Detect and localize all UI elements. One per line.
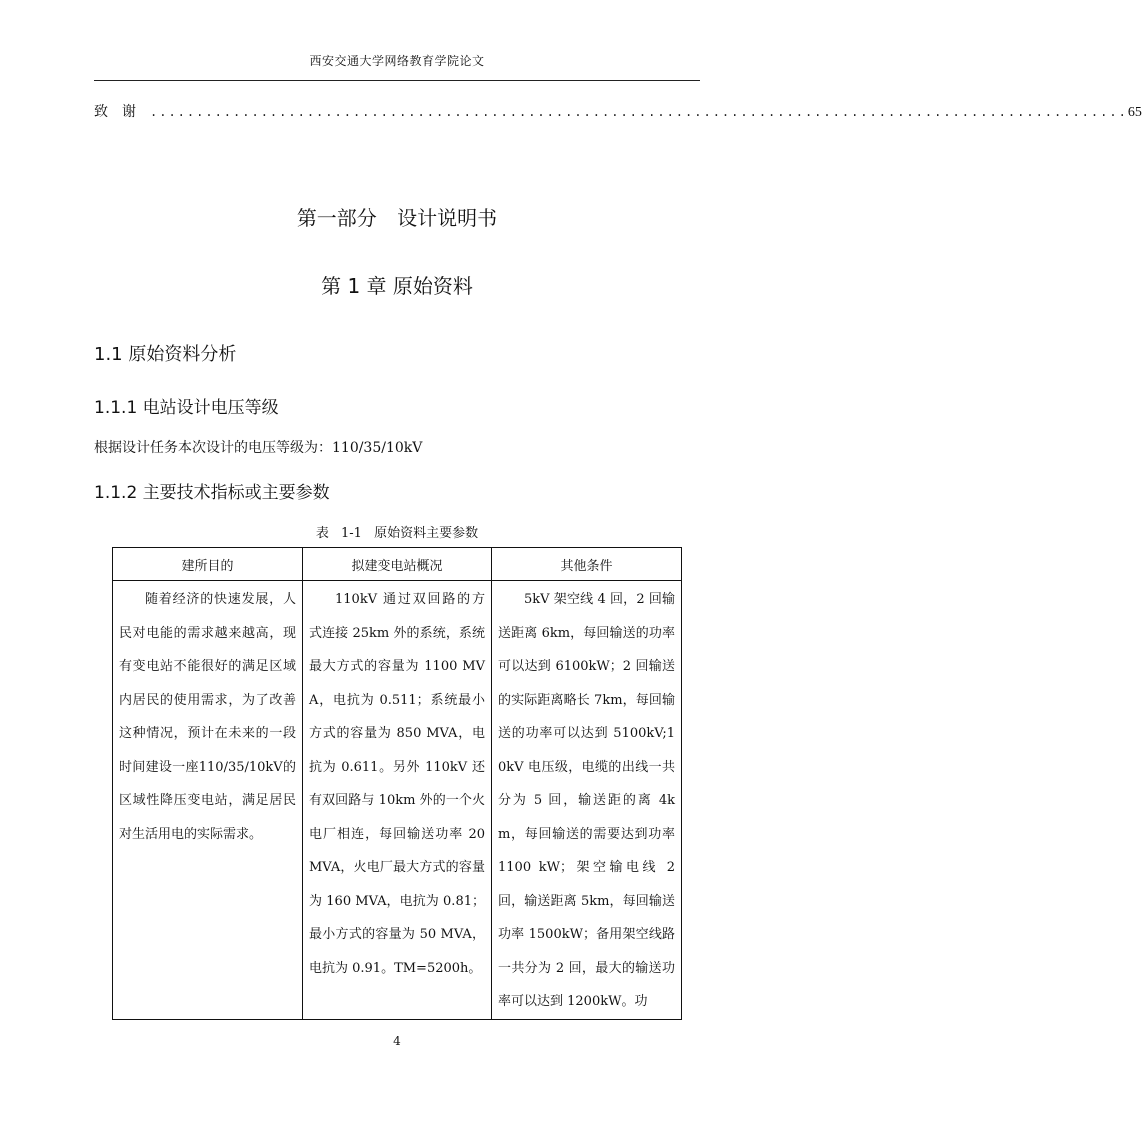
column-header-purpose: 建所目的 bbox=[113, 548, 303, 581]
header-divider bbox=[94, 80, 700, 81]
chapter-title: 第 1 章 原始资料 bbox=[321, 274, 473, 298]
subsection-heading-parameters: 1.1.2 主要技术指标或主要参数 bbox=[94, 483, 330, 503]
table-header-row bbox=[113, 548, 682, 581]
subsection-heading-voltage: 1.1.1 电站设计电压等级 bbox=[94, 398, 279, 418]
part-title: 第一部分 设计说明书 bbox=[296, 206, 498, 230]
table-caption: 表 1-1 原始资料主要参数 bbox=[315, 526, 479, 541]
page-header: 西安交通大学网络教育学院论文 bbox=[309, 54, 485, 68]
section-heading: 1.1 原始资料分析 bbox=[94, 344, 237, 365]
table-row bbox=[113, 581, 682, 1020]
toc-entry-acknowledgement[interactable] bbox=[94, 101, 1142, 123]
cell-purpose-text: 随着经济的快速发展，人民对电能的需求越来越高，现有变电站不能很好的满足区域内居民的使用需求，为了改善这种情况，预计在未来的一段时间建设一座110/35/10kV的区域性降压变电站，满足居民对生活用电的实际需求。 bbox=[119, 592, 296, 842]
parameters-table bbox=[112, 547, 682, 1020]
toc-entry-label: 致谢 bbox=[94, 104, 150, 120]
toc-leader-dots: .......................................................................................................... bbox=[150, 105, 1128, 119]
voltage-paragraph: 根据设计任务本次设计的电压等级为：110/35/10kV bbox=[94, 440, 423, 456]
column-header-overview: 拟建变电站概况 bbox=[303, 548, 492, 581]
cell-other bbox=[492, 581, 682, 1020]
cell-overview bbox=[303, 581, 492, 1020]
cell-overview-text: 110kV 通过双回路的方式连接 25km 外的系统，系统最大方式的容量为 1100 MVA，电抗为 0.511；系统最小方式的容量为 850 MVA，电抗为 0.611。另外 110kV 还有双回路与 10km 外的一个火电厂相连，每回输送功率 20MVA，火电厂最大方式的容量为 160 MVA，电抗为 0.81；最小方式的容量为 50 MVA，电抗为 0.91。TM=5200h。 bbox=[309, 592, 485, 976]
column-header-other: 其他条件 bbox=[492, 548, 682, 581]
page-number: 4 bbox=[393, 1034, 401, 1048]
cell-purpose bbox=[113, 581, 303, 1020]
toc-page-number: 65 bbox=[1127, 105, 1142, 120]
cell-other-text: 5kV 架空线 4 回，2 回输送距离 6km，每回输送的功率可以达到 6100kW；2 回输送的实际距离略长 7km，每回输送的功率可以达到 5100kV;10kV 电压级，电缆的出线一共分为 5 回，输送距的离 4km，每回输送的需要达到功率 1100 kW；架空输电线 2 回，输送距离 5km，每回输送功率 1500kW；备用架空线路一共分为 2 回，最大的输送功率可以达到 1200kW。功 bbox=[498, 592, 675, 1009]
